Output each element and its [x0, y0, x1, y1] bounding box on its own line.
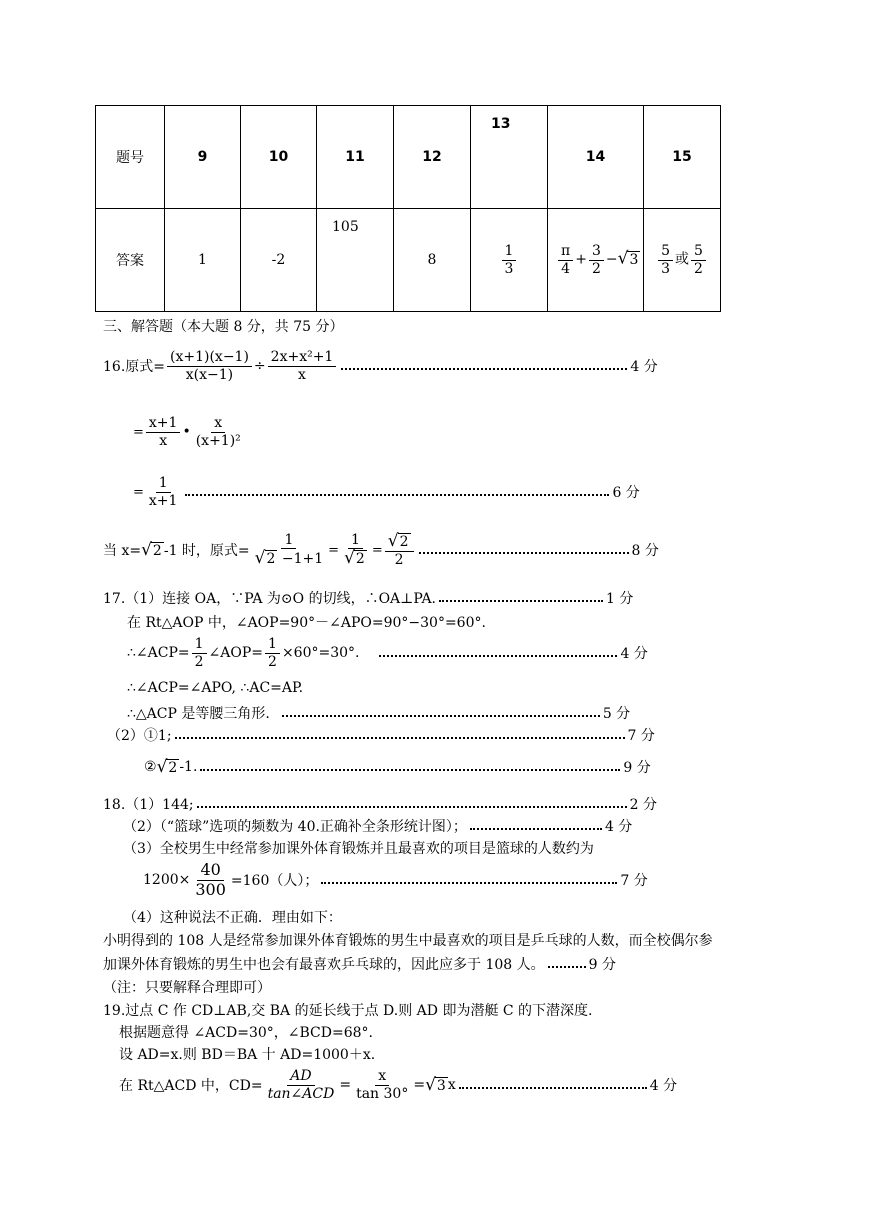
- answer-11: 105: [317, 209, 394, 312]
- q19-line3: 设 AD=x.则 BD＝BA 十 AD=1000＋x.: [119, 1047, 376, 1063]
- header-row: [96, 106, 721, 209]
- q19-line4: 在 Rt△ACD 中，CD= $\frac{AD}{\text{tan∠ACD}}$ = $\frac{x}{\tan 30^\circ}$ = √ 3 x 4 分: [119, 1068, 678, 1102]
- q17-line7: ② √ 2 -1. 9 分: [144, 757, 651, 777]
- leader-dots: [439, 594, 603, 602]
- fraction: $\frac{x+1}{x}$: [146, 415, 181, 448]
- col-10: 10: [241, 106, 317, 209]
- leader-dots: [419, 546, 629, 554]
- fraction: $\frac{1}{2}$: [192, 636, 207, 669]
- fraction: $\frac{√2}{2}$: [385, 532, 414, 569]
- q17-line6: （2）①1; 7 分: [107, 728, 655, 744]
- section-title: 三、解答题（本大题 8 分，共 75 分）: [103, 319, 344, 335]
- fraction: $\frac{1}{2}$: [265, 636, 280, 669]
- q16-line3: = $\frac{1}{x+1}$ 6 分: [133, 475, 640, 509]
- fraction: $\frac{AD}{\text{tan∠ACD}}$: [267, 1068, 335, 1102]
- q19-line2: 根据题意得 ∠ACD=30°，∠BCD=68°.: [119, 1025, 373, 1041]
- q17-line4: ∴∠ACP=∠APO, ∴AC=AP.: [127, 680, 304, 696]
- leader-dots: [185, 488, 609, 496]
- fraction: $\frac{x}{\text{(x+1)²}}$: [195, 415, 241, 449]
- q19-line1: 19.过点 C 作 CD⊥AB,交 BA 的延长线于点 D.则 AD 即为潜艇 C 的下潜深度.: [103, 1003, 593, 1019]
- answer-14: $\frac{\pi}{4}$ + $\frac{3}{2}$ −√3: [548, 209, 644, 312]
- q18-line3: （3）全校男生中经常参加课外体育锻炼并且最喜欢的项目是篮球的人数约为: [123, 841, 594, 857]
- fraction: $\frac{1}{√2}$: [344, 531, 365, 568]
- leader-dots: [200, 763, 620, 771]
- answer-13: [471, 209, 548, 312]
- q16-line1: 16.原式= $\frac{(x+1)(x-1)}{x(x-1)}$ ÷ $\frac{\text{2x+x²+1}}{x}$ 4 分: [103, 349, 658, 383]
- fraction: $\frac{\pi}{4}$: [558, 243, 573, 276]
- q16-line4: 当 x= √ 2 -1 时，原式= $\frac{1}{√2 -1+1}$ = $\frac{1}{√2}$ = $\frac{√2}{2}$ 8 分: [103, 530, 659, 569]
- leader-dots: [379, 649, 617, 657]
- q17-line5: ∴△ACP 是等腰三角形. 5 分: [127, 706, 631, 722]
- leader-dots: [341, 362, 627, 370]
- answer-12: 8: [394, 209, 471, 312]
- answer-15: $\frac{5}{3}$ 或 $\frac{5}{2}$: [644, 209, 721, 312]
- q18-line8: （注：只要解释合理即可）: [103, 980, 271, 996]
- fraction: $\frac{\text{2x+x²+1}}{x}$: [268, 349, 337, 382]
- header-label: 题号: [96, 106, 165, 209]
- fraction: $\frac{5}{3}$: [658, 243, 673, 276]
- fraction: $\frac{3}{2}$: [589, 243, 604, 276]
- answer-10: -2: [241, 209, 317, 312]
- q17-line1: 17.（1）连接 OA，∵PA 为⊙O 的切线，∴OA⊥PA. 1 分: [103, 591, 634, 607]
- fraction: $\frac{40}{300}$: [195, 860, 226, 899]
- q18-line6: 小明得到的 108 人是经常参加课外体育锻炼的男生中最喜欢的项目是乒乓球的人数，而全校偶尔参: [103, 933, 713, 949]
- q18-line2: （2）（“篮球”选项的频数为 40.正确补全条形统计图）； 4 分: [123, 819, 633, 835]
- answer-9: 1: [165, 209, 241, 312]
- fraction: $\frac{1}{3}$: [502, 243, 517, 276]
- q18-line7: 加课外体育锻炼的男生中也会有最喜欢乒乓球的，因此应多于 108 人。 9 分: [103, 957, 616, 973]
- fraction: $\frac{x}{\tan 30^\circ}$: [356, 1068, 409, 1102]
- leader-dots: [197, 800, 627, 808]
- col-11: 11: [317, 106, 394, 209]
- q18-line4: 1200× $\frac{40}{300}$ =160（人）； 7 分: [143, 860, 648, 899]
- leader-dots: [470, 822, 602, 830]
- fraction: $\frac{(x+1)(x-1)}{x(x-1)}$: [167, 349, 252, 382]
- q17-line3: ∴∠ACP= $\frac{1}{2}$ ∠AOP= $\frac{1}{2}$ ×60°=30°. 4 分: [127, 636, 648, 670]
- fraction: $\frac{1}{x+1}$: [148, 475, 178, 509]
- answer-label: 答案: [96, 209, 165, 312]
- fraction: $\frac{1}{√2 -1+1}$: [254, 531, 324, 568]
- leader-dots: [321, 876, 617, 884]
- col-15: 15: [644, 106, 721, 209]
- leader-dots: [459, 1081, 647, 1089]
- leader-dots: [282, 709, 600, 717]
- fraction: $\frac{5}{2}$: [691, 243, 706, 276]
- col-12: 12: [394, 106, 471, 209]
- col-13: 13: [471, 106, 548, 209]
- answer-table: [95, 105, 721, 312]
- q17-line2: 在 Rt△AOP 中，∠AOP=90°－∠APO=90°−30°=60°.: [127, 615, 486, 631]
- answer-row: [96, 209, 721, 312]
- q16-line2: = $\frac{x+1}{x}$ • $\frac{x}{\text{(x+1)²}}$: [133, 408, 246, 456]
- q18-line1: 18.（1）144; 2 分: [103, 797, 657, 813]
- leader-dots: [175, 731, 625, 739]
- q18-line5: （4）这种说法不正确．理由如下：: [123, 910, 342, 926]
- col-9: 9: [165, 106, 241, 209]
- leader-dots: [548, 960, 586, 968]
- col-14: 14: [548, 106, 644, 209]
